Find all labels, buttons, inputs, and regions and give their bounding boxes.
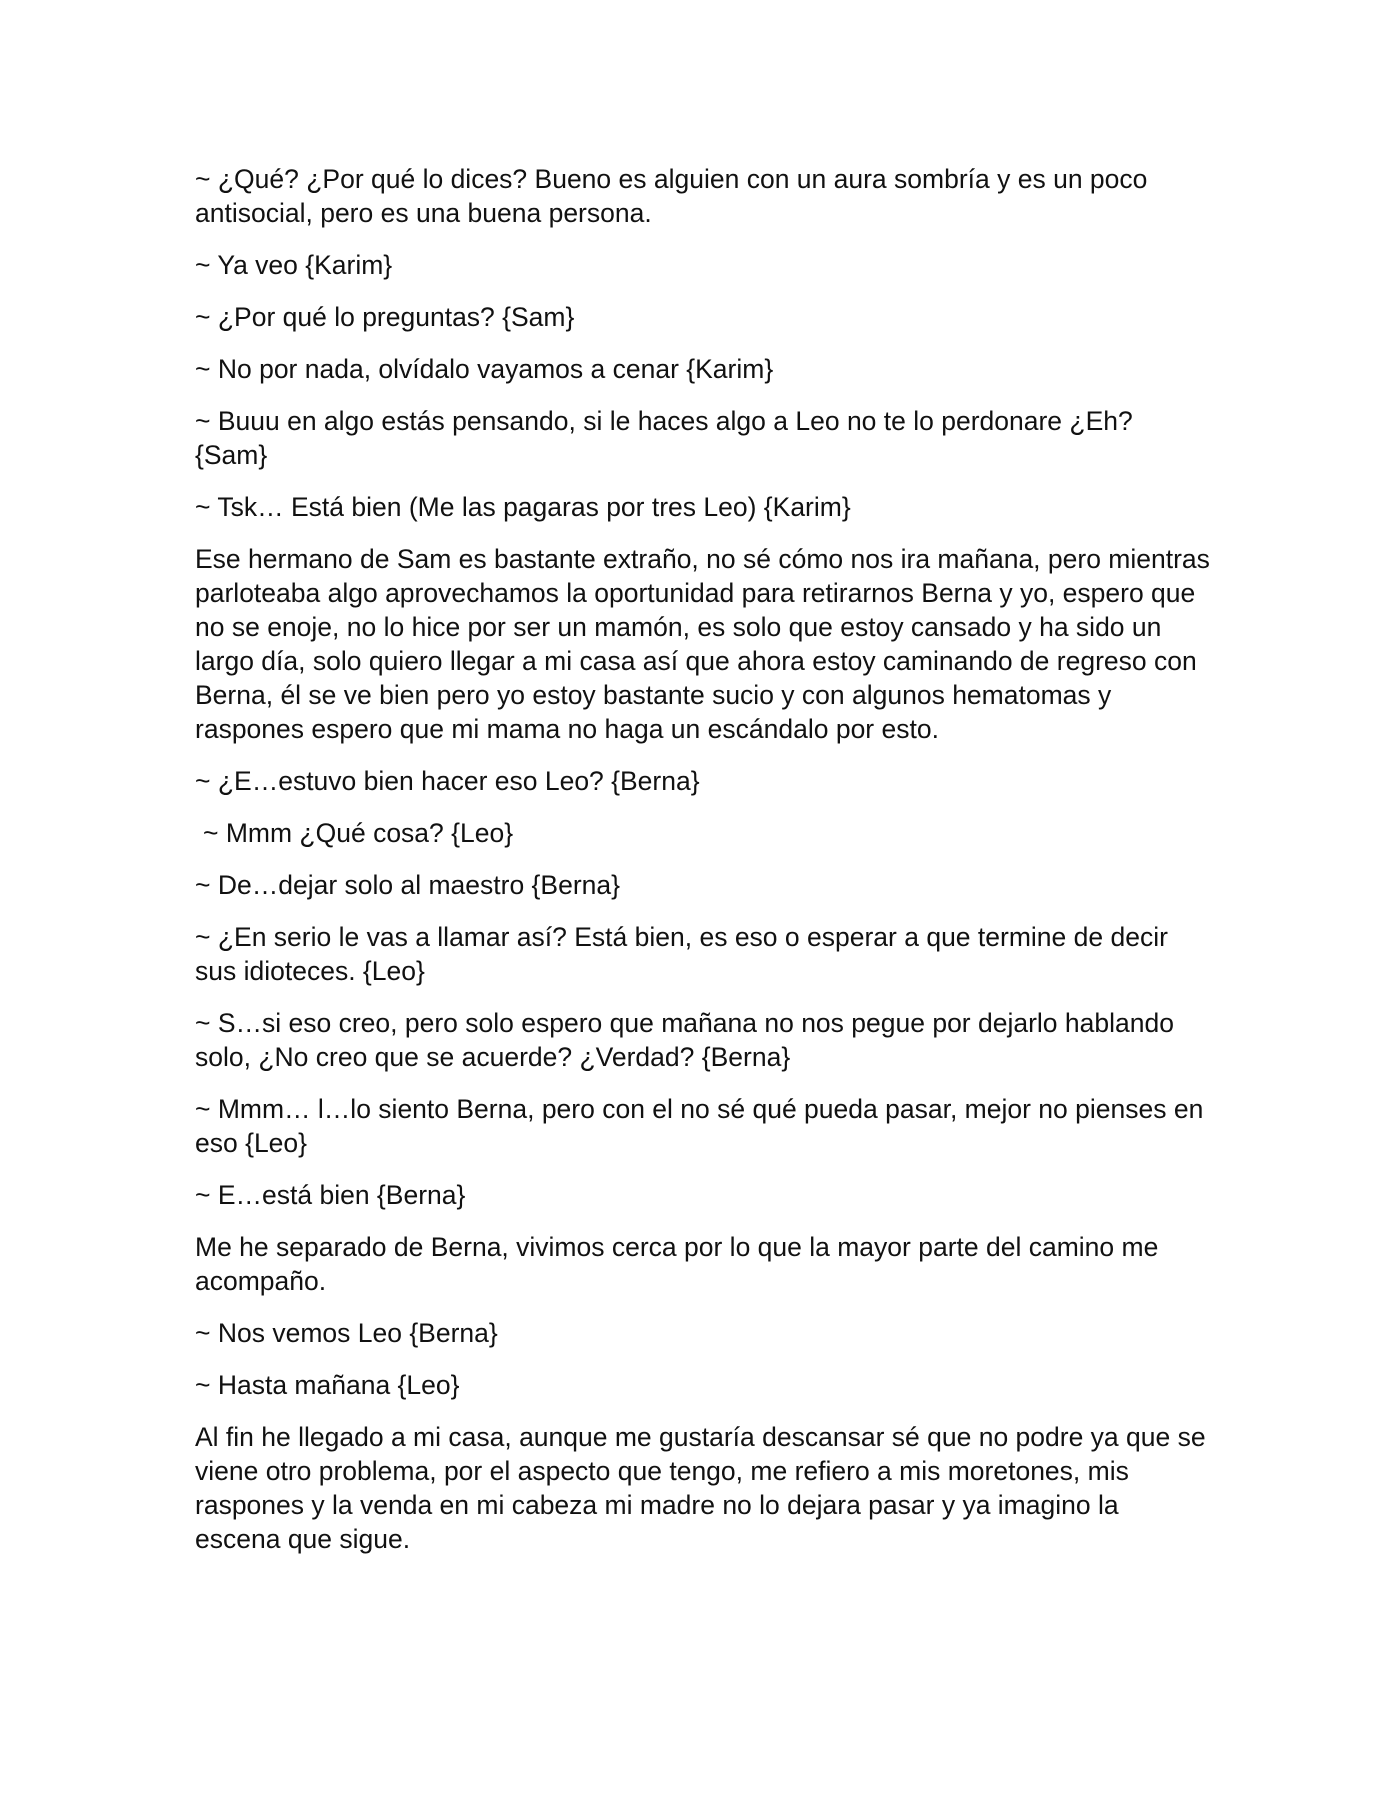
document-body	[195, 162, 1210, 1574]
dialogue-line: ~ Buuu en algo estás pensando, si le haces algo a Leo no te lo perdonare ¿Eh? {Sam}	[195, 406, 1133, 470]
dialogue-line: ~ Hasta mañana {Leo}	[195, 1370, 460, 1400]
dialogue-line: ~ De…dejar solo al maestro {Berna}	[195, 870, 620, 900]
dialogue-line: ~ ¿En serio le vas a llamar así? Está bien, es eso o esperar a que termine de decir sus idioteces. {Leo}	[195, 922, 1168, 986]
dialogue-line: ~ ¿E…estuvo bien hacer eso Leo? {Berna}	[195, 766, 700, 796]
dialogue-line: ~ Ya veo {Karim}	[195, 250, 393, 280]
dialogue-line: ~ Tsk… Está bien (Me las pagaras por tres Leo) {Karim}	[195, 492, 851, 522]
dialogue-line: ~ Mmm ¿Qué cosa? {Leo}	[203, 818, 514, 848]
dialogue-line: ~ ¿Qué? ¿Por qué lo dices? Bueno es alguien con un aura sombría y es un poco antisocial, pero es una buena persona.	[195, 164, 1148, 228]
narrative-paragraph: Me he separado de Berna, vivimos cerca por lo que la mayor parte del camino me acompaño.	[195, 1232, 1159, 1296]
dialogue-line: ~ S…si eso creo, pero solo espero que mañana no nos pegue por dejarlo hablando solo, ¿No creo que se acuerde? ¿Verdad? {Berna}	[195, 1008, 1174, 1072]
narrative-paragraph: Ese hermano de Sam es bastante extraño, no sé cómo nos ira mañana, pero mientras parloteaba algo aprovechamos la oportunidad para retirarnos Berna y yo, espero que no se enoje, no lo hice por ser un mamón, es solo que estoy cansado y ha sido un largo día, solo quiero llegar a mi casa así que ahora estoy caminando de regreso con Berna, él se ve bien pero yo estoy bastante sucio y con algunos hematomas y raspones espero que mi mama no haga un escándalo por esto.	[195, 544, 1210, 744]
dialogue-line: ~ ¿Por qué lo preguntas? {Sam}	[195, 302, 575, 332]
dialogue-line: ~ E…está bien {Berna}	[195, 1180, 466, 1210]
dialogue-line: ~ No por nada, olvídalo vayamos a cenar {Karim}	[195, 354, 774, 384]
narrative-paragraph: Al fin he llegado a mi casa, aunque me gustaría descansar sé que no podre ya que se viene otro problema, por el aspecto que tengo, me refiero a mis moretones, mis raspones y la venda en mi cabeza mi madre no lo dejara pasar y ya imagino la escena que sigue.	[195, 1422, 1206, 1554]
dialogue-line: ~ Nos vemos Leo {Berna}	[195, 1318, 498, 1348]
dialogue-line: ~ Mmm… l…lo siento Berna, pero con el no sé qué pueda pasar, mejor no pienses en eso {Leo}	[195, 1094, 1204, 1158]
